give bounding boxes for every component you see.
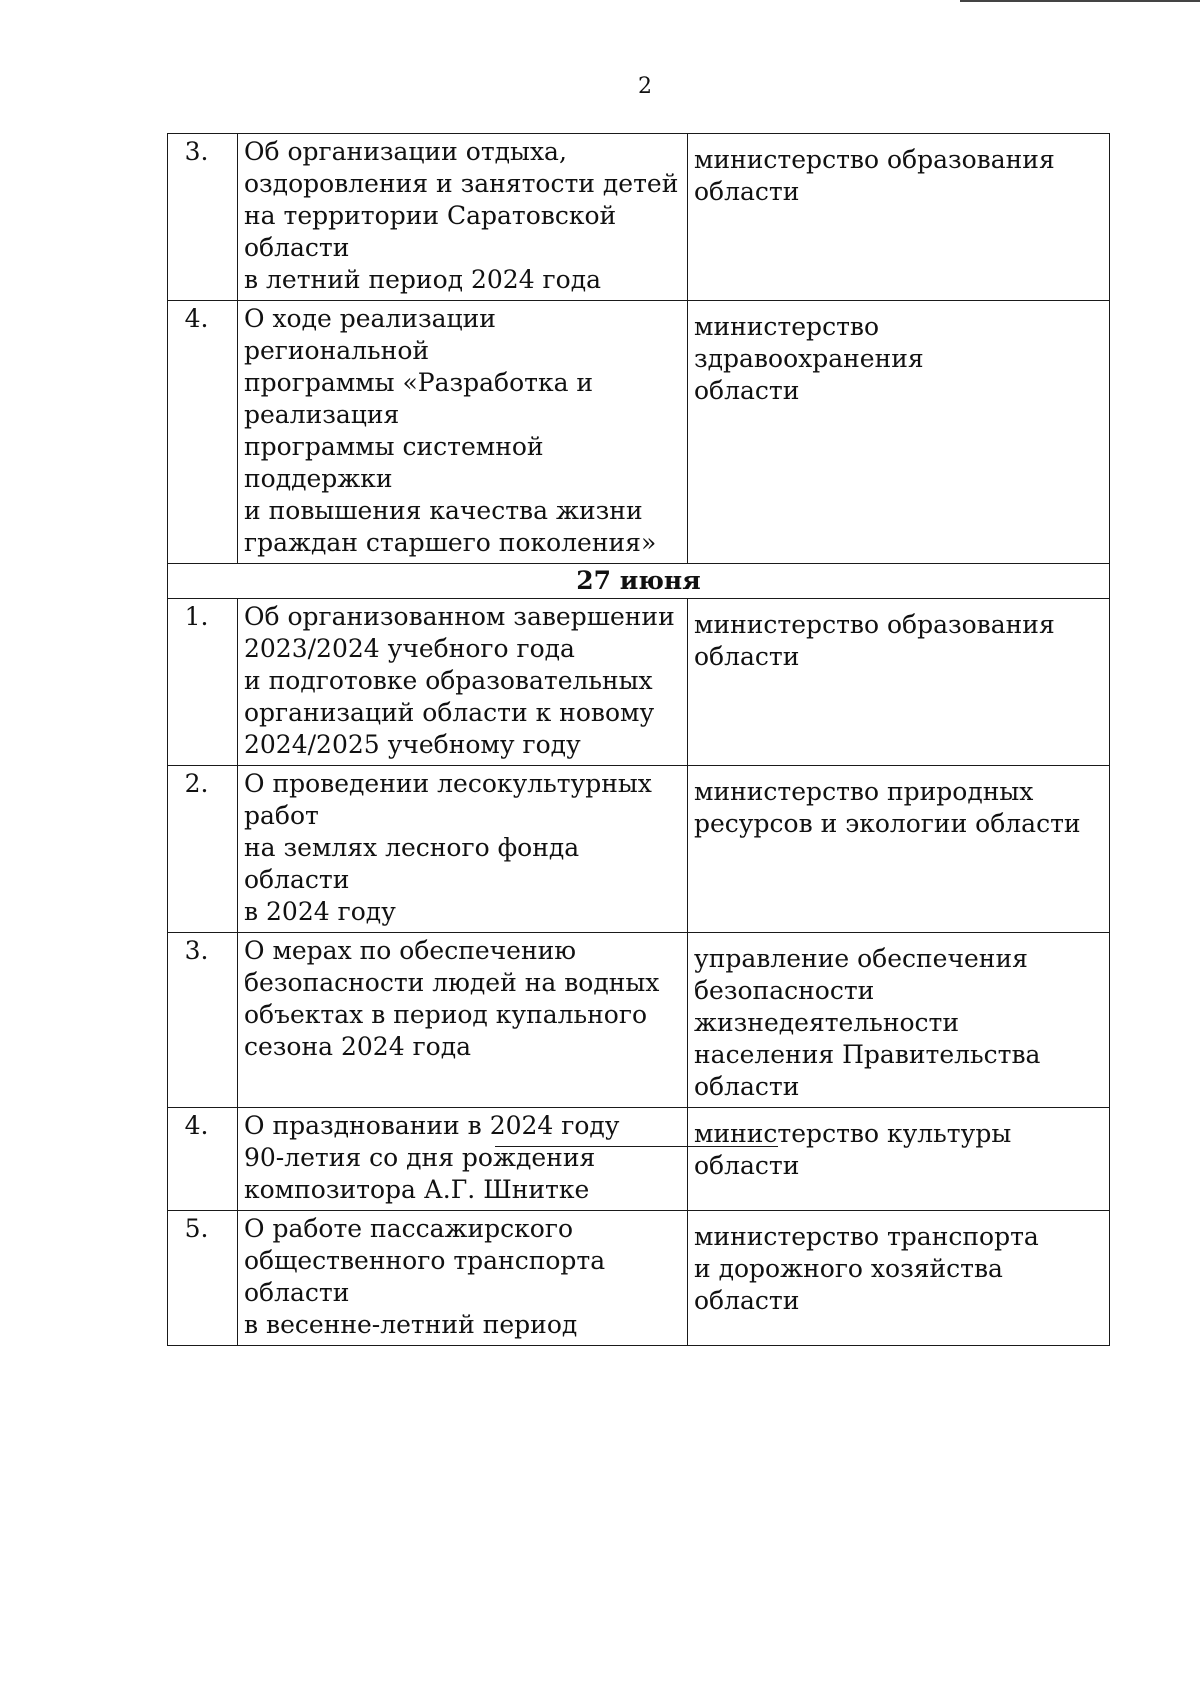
row-number: 4. bbox=[168, 1108, 238, 1211]
row-responsible: министерство культуры области bbox=[688, 1108, 1110, 1211]
table-row bbox=[168, 599, 1110, 766]
row-responsible: министерство природных ресурсов и экологии области bbox=[688, 766, 1110, 933]
row-number: 3. bbox=[168, 933, 238, 1108]
agenda-table bbox=[167, 133, 1110, 1346]
row-topic: О праздновании в 2024 году 90-летия со дня рождения композитора А.Г. Шнитке bbox=[238, 1108, 688, 1211]
table-row bbox=[168, 134, 1110, 301]
row-topic: О ходе реализации региональной программы «Разработка и реализация программы системной поддержки и повышения качества жизни граждан старшего поколения» bbox=[238, 301, 688, 564]
row-topic: Об организации отдыха, оздоровления и занятости детей на территории Саратовской области в летний период 2024 года bbox=[238, 134, 688, 301]
row-responsible: управление обеспечения безопасности жизнедеятельности населения Правительства области bbox=[688, 933, 1110, 1108]
table-row bbox=[168, 933, 1110, 1108]
table-row bbox=[168, 766, 1110, 933]
row-responsible: министерство образования области bbox=[688, 134, 1110, 301]
row-topic: О проведении лесокультурных работ на землях лесного фонда области в 2024 году bbox=[238, 766, 688, 933]
row-topic: О мерах по обеспечению безопасности людей на водных объектах в период купального сезона 2024 года bbox=[238, 933, 688, 1108]
row-responsible: министерство здравоохранения области bbox=[688, 301, 1110, 564]
row-responsible: министерство транспорта и дорожного хозяйства области bbox=[688, 1211, 1110, 1346]
scan-edge-line bbox=[960, 0, 1200, 2]
row-number: 1. bbox=[168, 599, 238, 766]
row-responsible: министерство образования области bbox=[688, 599, 1110, 766]
table-row bbox=[168, 1211, 1110, 1346]
table-row bbox=[168, 301, 1110, 564]
date-header-row bbox=[168, 564, 1110, 599]
row-number: 4. bbox=[168, 301, 238, 564]
row-number: 2. bbox=[168, 766, 238, 933]
row-number: 3. bbox=[168, 134, 238, 301]
row-number: 5. bbox=[168, 1211, 238, 1346]
end-of-document-rule bbox=[495, 1146, 778, 1147]
section-date: 27 июня bbox=[168, 564, 1110, 599]
row-topic: О работе пассажирского общественного транспорта области в весенне-летний период bbox=[238, 1211, 688, 1346]
row-topic: Об организованном завершении 2023/2024 учебного года и подготовке образовательных организаций области к новому 2024/2025 учебному году bbox=[238, 599, 688, 766]
table-row bbox=[168, 1108, 1110, 1211]
page-number: 2 bbox=[638, 74, 652, 99]
